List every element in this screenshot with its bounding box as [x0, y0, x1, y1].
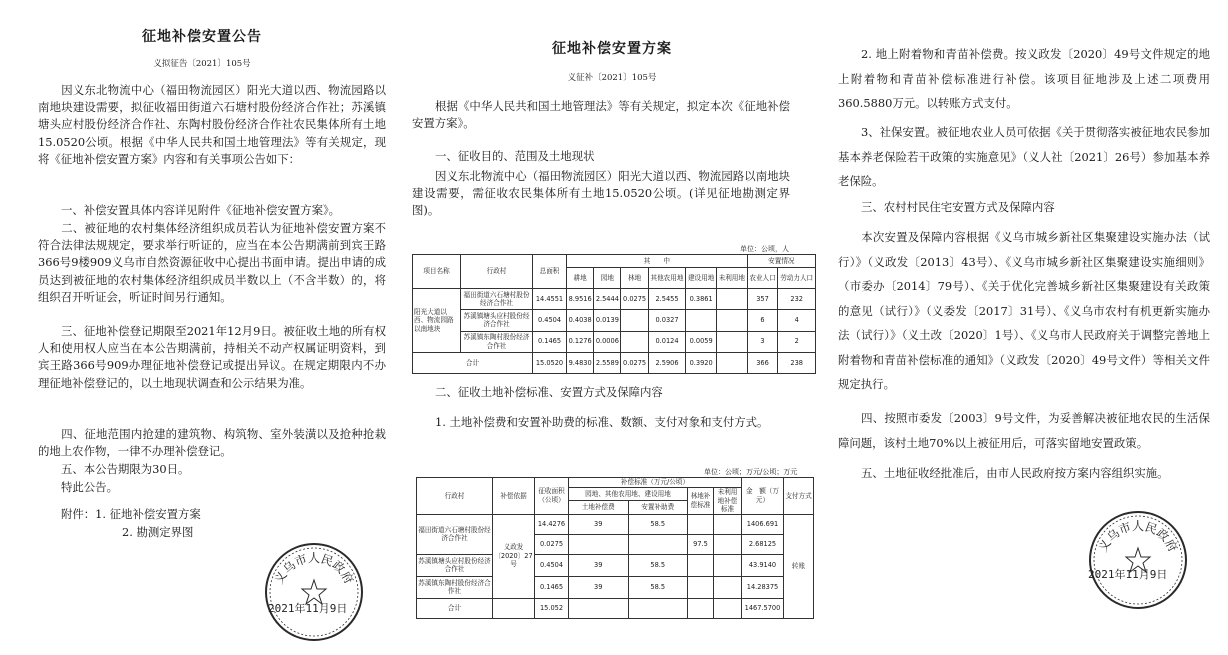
announcement-item-3: 三、征地补偿登记期限至2021年12月9日。被征收土地的所有权人和使用权人应当在本公告期满前，持相关不动产权属证明资料，到宾王路366号909办理征地补偿登记或提出异议。在规定期限内不办理征地补偿登记的，以土地现状调查和公示结果为准。	[38, 324, 386, 390]
table-cell: 福田街道六石塘村股份经济合作社	[461, 289, 533, 310]
table1-header-among: 其 中	[567, 255, 748, 268]
table-cell: 97.5	[688, 534, 714, 554]
table-cell: 0.0275	[621, 289, 648, 310]
table-cell	[688, 576, 714, 598]
table-row	[413, 352, 816, 373]
table1-col-header: 劳动力人口	[778, 267, 816, 288]
plan-section-5: 五、土地征收经批准后，由市人民政府按方案内容组织实施。	[861, 466, 1169, 480]
table-cell	[714, 514, 742, 534]
table-cell: 0.1465	[533, 331, 567, 352]
table2-header-basis: 补偿依据	[493, 478, 535, 515]
plan-continued-page	[820, 0, 1228, 655]
table1-col-header: 建设用地	[686, 267, 717, 288]
table1-col-header: 农业人口	[747, 267, 778, 288]
table-cell: 58.5	[628, 576, 688, 598]
table-cell	[714, 598, 742, 618]
table2-header-unused: 未利用地补偿标准	[714, 488, 742, 515]
table-cell	[569, 534, 629, 554]
table-cell	[686, 310, 717, 331]
table1-col-header: 耕地	[567, 267, 594, 288]
table-cell: 0.1276	[567, 331, 594, 352]
table-row	[413, 289, 816, 310]
table-cell: 238	[778, 352, 816, 373]
table-cell	[716, 331, 747, 352]
table2-header-standard-a: 园地、其他农用地、建设用地	[569, 488, 688, 501]
table2-header-payment: 支付方式	[784, 478, 814, 515]
table-cell: 0.0275	[621, 352, 648, 373]
table1-header-project: 项目名称	[413, 255, 461, 289]
land-status-table	[412, 254, 816, 374]
table-cell	[493, 598, 535, 618]
table-cell: 15.052	[535, 598, 569, 618]
table-cell: 14.4551	[533, 289, 567, 310]
announcement-doc-number: 义拟征告〔2021〕105号	[153, 59, 251, 69]
government-seal-icon	[262, 540, 366, 644]
table-cell: 14.4276	[535, 514, 569, 534]
table-row	[413, 310, 816, 331]
table-cell	[716, 289, 747, 310]
table-cell: 43.9140	[742, 554, 784, 576]
table2-header-resettle-aid: 安置补助费	[628, 501, 688, 514]
table-cell: 0.3920	[686, 352, 717, 373]
table-cell: 357	[747, 289, 778, 310]
table-cell: 232	[778, 289, 816, 310]
table-cell: 0.4038	[567, 310, 594, 331]
table2-basis-value: 义政发〔2020〕27号	[493, 514, 535, 598]
table-cell: 2	[778, 331, 816, 352]
table-cell: 0.0006	[594, 331, 621, 352]
table-cell: 2.5444	[594, 289, 621, 310]
plan-doc-number: 义征补〔2021〕105号	[567, 73, 657, 83]
announcement-title: 征地补偿安置公告	[142, 29, 262, 45]
table1-sum-label: 合计	[413, 352, 533, 373]
table1-header-total: 总面积	[533, 255, 567, 289]
table-cell	[621, 331, 648, 352]
plan-section-1-body: 因义东北物流中心（福田物流园区）阳光大道以西、物流园路以南地块建设需要，需征收农民集体所有土地15.0520公顷。(详见征地勘测定界图)。	[412, 169, 790, 218]
table-cell: 58.5	[628, 554, 688, 576]
plan-section-3-body: 本次安置及保障内容根据《义乌市城乡新社区集聚建设实施办法（试行）》（义政发〔2013〕43号）、《义乌市城乡新社区集聚建设实施细则》（市委办〔2014〕79号）、《关于优化完善城乡新社区集聚建设有关政策的意见（试行）》（义委发〔2017〕31号）、《义乌市农村有机更新实施办法（试行）》（义土改〔2020〕1号）、《义乌市人民政府关于调整完善地上附着物和青苗补偿标准的通知》（义政发〔2020〕49号文件）等相关文件规定执行。	[838, 230, 1210, 391]
compensation-plan-page	[404, 0, 820, 655]
table-row	[413, 331, 816, 352]
svg-text:义乌市人民政府: 义乌市人民政府	[271, 551, 357, 587]
table-cell: 苏溪镇东陶村股份经济合作社	[461, 331, 533, 352]
table1-col-header: 未利用地	[716, 267, 747, 288]
table-cell	[714, 534, 742, 554]
table-row	[417, 514, 814, 534]
plan-intro: 根据《中华人民共和国土地管理法》等有关规定，拟定本次《征地补偿安置方案》。	[412, 99, 790, 131]
table-cell: 2.5906	[648, 352, 686, 373]
table-cell: 0.1465	[535, 576, 569, 598]
table-cell	[628, 534, 688, 554]
table-cell: 9.4830	[567, 352, 594, 373]
plan-section-3-heading: 三、农村村民住宅安置方式及保障内容	[861, 200, 1055, 214]
table2-header-village: 行政村	[417, 478, 493, 515]
table-cell: 0.0139	[594, 310, 621, 331]
table-cell: 39	[569, 514, 629, 534]
table-cell: 1406.691	[742, 514, 784, 534]
table-cell: 0.4504	[535, 554, 569, 576]
table-cell: 1467.5700	[742, 598, 784, 618]
table-cell	[714, 576, 742, 598]
table-cell: 366	[747, 352, 778, 373]
table-cell	[628, 598, 688, 618]
table1-col-header: 林地	[621, 267, 648, 288]
table-cell: 0.4504	[533, 310, 567, 331]
announcement-date: 2021年11月9日	[268, 602, 348, 615]
table-row	[417, 576, 814, 598]
table-cell: 2.68125	[742, 534, 784, 554]
plan-date: 2021年11月9日	[1088, 568, 1168, 581]
plan-section-4: 四、按照市委发〔2003〕9号文件，为妥善解决被征地农民的生活保障问题，该村土地70%以上被征用后，可落实留地安置政策。	[838, 411, 1210, 450]
table-cell: 0.0124	[648, 331, 686, 352]
table2-header-land-comp: 土地补偿费	[569, 501, 629, 514]
table1-col-header: 其他农用地	[648, 267, 686, 288]
table-cell: 苏溪镇塘头应村股份经济合作社	[417, 554, 493, 576]
table-cell	[714, 554, 742, 576]
table-cell	[621, 310, 648, 331]
table-row	[417, 554, 814, 576]
table2-sum-label: 合计	[417, 598, 493, 618]
table-cell: 14.28375	[742, 576, 784, 598]
table-cell: 4	[778, 310, 816, 331]
table-cell: 0.0275	[535, 534, 569, 554]
plan-section-2-body: 1. 土地补偿费和安置补助费的标准、数额、支付对象和支付方式。	[435, 415, 769, 429]
announcement-intro: 因义东北物流中心（福田物流园区）阳光大道以西、物流园路以南地块建设需要，拟征收福田街道六石塘村股份经济合作社；苏溪镇塘头应村股份经济合作社、东陶村股份经济合作社农民集体所有土地15.0520公顷。根据《中华人民共和国土地管理法》等有关规定，现将《征地补偿安置方案》内容和有关事项公告如下：	[38, 83, 386, 166]
table2-unit: 单位：公顷；万元/公顷；万元	[704, 468, 798, 476]
table-cell: 苏溪镇东陶村股份经济合作社	[417, 576, 493, 598]
government-seal-icon	[1086, 508, 1190, 612]
announcement-attachment-1: 附件：1. 征地补偿安置方案	[61, 507, 201, 521]
table-cell	[569, 598, 629, 618]
announcement-page	[0, 0, 404, 655]
table1-header-village: 行政村	[461, 255, 533, 289]
plan-section-1-heading: 一、征收目的、范围及土地现状	[435, 149, 595, 163]
table2-payment-value: 转账	[784, 514, 814, 618]
table-row	[417, 598, 814, 618]
table1-header-resettle: 安置情况	[747, 255, 815, 268]
plan-item-2-attachments: 2. 地上附着物和青苗补偿费。按义政发〔2020〕49号文件规定的地上附着物和青苗补偿标准进行补偿。该项目征地涉及上述二项费用360.5880万元。以转账方式支付。	[838, 47, 1210, 110]
svg-text:义乌市人民政府: 义乌市人民政府	[1095, 519, 1181, 555]
table2-header-amount: 金 额（万元）	[742, 478, 784, 515]
table-cell	[716, 352, 747, 373]
announcement-item-1: 一、补偿安置具体内容详见附件《征地补偿安置方案》。	[61, 203, 341, 217]
table-cell: 3	[747, 331, 778, 352]
table2-header-area: 征收面积（公顷）	[535, 478, 569, 515]
table-cell	[688, 598, 714, 618]
table-cell: 0.3861	[686, 289, 717, 310]
compensation-table	[416, 477, 814, 619]
table1-project-name: 阳光大道以西、物流园路以南地块	[413, 289, 461, 353]
table-cell: 0.0327	[648, 310, 686, 331]
table-cell	[716, 310, 747, 331]
table-cell: 39	[569, 554, 629, 576]
table-cell: 2.5589	[594, 352, 621, 373]
table-cell: 福田街道六石塘村股份经济合作社	[417, 514, 493, 554]
table-cell	[688, 554, 714, 576]
table2-header-forest: 林地补偿标准	[688, 488, 714, 515]
table-cell: 苏溪镇塘头应村股份经济合作社	[461, 310, 533, 331]
table1-unit: 单位：公顷，人	[740, 245, 789, 253]
table-cell: 58.5	[628, 514, 688, 534]
announcement-item-5: 五、本公告期限为30日。	[61, 462, 190, 476]
announcement-item-4: 四、征地范围内抢建的建筑物、构筑物、室外装潢以及抢种抢栽的地上农作物，一律不办理补偿登记。	[38, 427, 386, 459]
table-cell: 8.9516	[567, 289, 594, 310]
plan-item-3-social-security: 3、社保安置。被征地农业人员可依据《关于贯彻落实被征地农民参加基本养老保险若干政策的实施意见》（义人社〔2021〕26号）参加基本养老保险。	[838, 125, 1210, 188]
announcement-item-2: 二、被征地的农村集体经济组织成员若认为征地补偿安置方案不符合法律法规规定，要求举行听证的，应当在本公告期满前到宾王路366号9楼909义乌市自然资源征收中心提出书面申请。提出申请的成员达到被征地的农村集体经济组织成员半数以上（不含半数）的，将组织召开听证会，听证时间另行通知。	[38, 221, 386, 304]
announcement-attachment-2: 2. 勘测定界图	[122, 525, 194, 539]
table-cell: 39	[569, 576, 629, 598]
table-cell: 15.0520	[533, 352, 567, 373]
table-cell: 2.5455	[648, 289, 686, 310]
table2-header-standard: 补偿标准（万元/公顷）	[569, 478, 742, 488]
plan-section-2-heading: 二、征收土地补偿标准、安置方式及保障内容	[435, 385, 663, 399]
table-cell: 0.0059	[686, 331, 717, 352]
plan-title: 征地补偿安置方案	[552, 41, 672, 57]
table1-col-header: 园地	[594, 267, 621, 288]
table-cell	[688, 514, 714, 534]
table-cell: 6	[747, 310, 778, 331]
announcement-closing: 特此公告。	[61, 480, 118, 494]
